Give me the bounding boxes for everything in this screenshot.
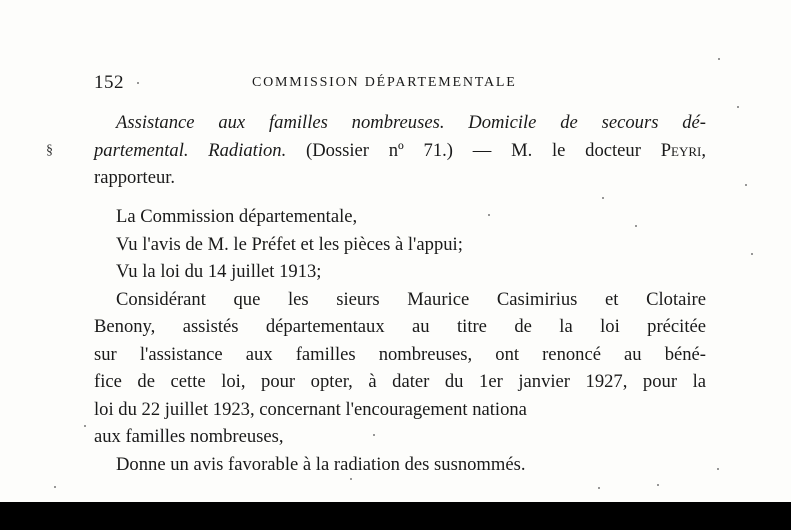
body-line-10: Donne un avis favorable à la radiation des susnommés. <box>116 453 526 475</box>
margin-mark: § <box>46 143 53 158</box>
heading-line-2 <box>94 137 706 165</box>
heading-line-1: Assistance aux familles nombreuses. Domicile de secours dé- <box>116 112 706 133</box>
scan-speck <box>373 434 375 436</box>
scan-speck <box>657 484 659 486</box>
scan-speck <box>137 82 139 84</box>
scan-speck <box>350 478 352 480</box>
scan-border <box>0 502 791 530</box>
running-title: COMMISSION DÉPARTEMENTALE <box>252 75 517 90</box>
scan-speck <box>602 197 604 199</box>
heading-line-3: rapporteur. <box>94 167 176 188</box>
section-heading <box>94 109 706 192</box>
scan-speck <box>737 106 739 108</box>
heading-comma: , <box>701 139 707 161</box>
scan-speck <box>751 253 753 255</box>
scan-speck <box>745 184 747 186</box>
body-line-9: aux familles nombreuses, <box>94 426 284 447</box>
page-number: 152 <box>94 72 124 93</box>
body-line-6: sur l'assistance aux familles nombreuses, ont renoncé au béné- <box>94 343 706 365</box>
scan-speck <box>718 58 720 60</box>
scan-speck <box>54 486 56 488</box>
body-line-3: Vu la loi du 14 juillet 1913; <box>116 261 322 282</box>
scan-speck <box>635 225 637 227</box>
body-line-5: Benony, assistés départementaux au titre de la loi précitée <box>94 316 706 337</box>
page-header <box>94 72 714 96</box>
heading-dossier: (Dossier nº 71.) — M. le docteur <box>286 139 661 161</box>
heading-subject: partemental. Radiation. <box>94 139 287 161</box>
body-line-8: loi du 22 juillet 1923, concernant l'encouragement nationa <box>94 398 527 420</box>
body-line-2: Vu l'avis de M. le Préfet et les pièces à l'appui; <box>116 233 463 255</box>
body-line-1: La Commission départementale, <box>116 206 358 227</box>
scan-speck <box>598 487 600 489</box>
scan-speck <box>84 425 86 427</box>
rapporteur-name: Peyri <box>660 139 702 161</box>
body-line-4: Considérant que les sieurs Maurice Casimirius et Clotaire <box>116 288 706 310</box>
scan-speck <box>717 468 719 470</box>
decision-body <box>94 203 706 478</box>
scan-speck <box>488 214 490 216</box>
body-line-7: fice de cette loi, pour opter, à dater du 1er janvier 1927, pour la <box>94 371 706 392</box>
